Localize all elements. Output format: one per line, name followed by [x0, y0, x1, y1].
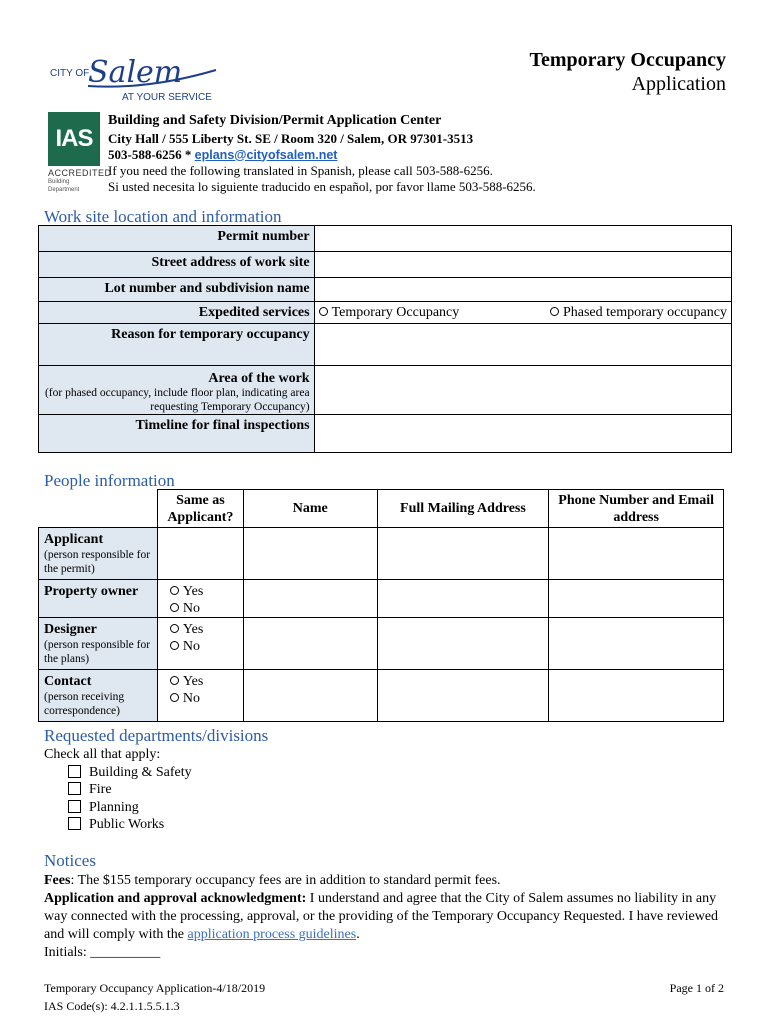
checkbox-building-safety[interactable] — [68, 765, 81, 778]
owner-no-option[interactable] — [170, 600, 243, 617]
departments-instruction: Check all that apply: — [44, 747, 161, 762]
footer-doc-name: Temporary Occupancy Application-4/18/2019 — [44, 981, 266, 995]
org-phone: 503-588-6256 * — [108, 146, 192, 162]
contact-phone-input[interactable] — [549, 670, 724, 722]
permit-number-label: Permit number — [39, 226, 315, 252]
ack-label: Application and approval acknowledgment: — [44, 891, 307, 906]
option-temporary-label: Temporary Occupancy — [331, 305, 460, 320]
area-of-work-label: Area of the work — [208, 371, 310, 386]
spanish-note-english: If you need the following translated in Spanish, please call 503-588-6256. — [108, 163, 493, 178]
row-applicant-label — [39, 528, 158, 580]
designer-no-label: No — [182, 639, 201, 654]
designer-address-input[interactable] — [377, 618, 549, 670]
owner-same-options — [157, 580, 243, 618]
contact-address-input[interactable] — [377, 670, 549, 722]
contact-yes-label: Yes — [182, 674, 204, 689]
dept-fire[interactable] — [44, 781, 192, 799]
col-phone-email: Phone Number and Email address — [549, 490, 724, 528]
worksite-table — [38, 225, 732, 453]
owner-no-radio[interactable] — [170, 603, 179, 612]
document-title-block — [530, 48, 726, 96]
option-phased-occupancy[interactable] — [524, 302, 732, 324]
designer-yes-label: Yes — [182, 622, 204, 637]
dept-building-safety[interactable] — [44, 764, 192, 782]
city-of-salem-logo — [48, 56, 220, 104]
contact-yes-option[interactable] — [170, 673, 243, 690]
notices-body — [44, 872, 730, 962]
fees-label: Fees — [44, 873, 71, 888]
owner-yes-radio[interactable] — [170, 586, 179, 595]
contact-note: (person receiving correspondence) — [44, 691, 125, 717]
lot-number-label: Lot number and subdivision name — [39, 278, 315, 302]
lot-number-input[interactable] — [314, 278, 731, 302]
applicant-note: (person responsible for the permit) — [44, 549, 151, 575]
street-address-input[interactable] — [314, 252, 731, 278]
contact-label: Contact — [44, 674, 92, 689]
initials-field[interactable]: Initials: __________ — [44, 945, 161, 960]
owner-name-input[interactable] — [243, 580, 377, 618]
col-name: Name — [243, 490, 377, 528]
footer-page-number: Page 1 of 2 — [669, 981, 724, 995]
dept-public-works[interactable] — [44, 816, 192, 834]
applicant-same-cell — [157, 528, 243, 580]
logo-city-of: CITY OF — [50, 68, 90, 79]
guidelines-link[interactable]: application process guidelines — [187, 927, 357, 942]
timeline-input[interactable] — [314, 415, 731, 453]
col-same-as-applicant: Same as Applicant? — [157, 490, 243, 528]
org-address: City Hall / 555 Liberty St. SE / Room 320 / Salem, OR 97301-3513 — [108, 131, 474, 146]
applicant-label: Applicant — [44, 532, 104, 547]
people-header-blank — [39, 490, 158, 528]
organization-info — [108, 112, 536, 194]
logo-tagline: AT YOUR SERVICE — [122, 92, 212, 103]
spanish-note-spanish: Si usted necesita lo siguiente traducido en español, por favor llame 503-588-6256. — [108, 178, 536, 194]
option-phased-label: Phased temporary occupancy — [562, 305, 727, 320]
contact-no-radio[interactable] — [170, 693, 179, 702]
dept-building-safety-label: Building & Safety — [89, 764, 192, 780]
reason-input[interactable] — [314, 324, 731, 366]
notices-section-title: Notices — [44, 851, 96, 870]
applicant-name-input[interactable] — [243, 528, 377, 580]
area-of-work-note: (for phased occupancy, include floor plan, indicating area requesting Temporary Occupancy) — [44, 387, 310, 413]
permit-number-input[interactable] — [314, 226, 731, 252]
dept-fire-label: Fire — [89, 782, 112, 797]
radio-temporary-occupancy[interactable] — [319, 307, 328, 316]
org-email-link[interactable]: eplans@cityofsalem.net — [194, 147, 338, 162]
owner-address-input[interactable] — [377, 580, 549, 618]
ias-accredited-text: ACCREDITED — [48, 168, 112, 178]
worksite-section-title: Work site location and information — [44, 207, 282, 226]
document-subtitle: Application — [631, 73, 726, 95]
document-title: Temporary Occupancy — [529, 49, 726, 71]
people-table — [38, 489, 724, 722]
designer-no-radio[interactable] — [170, 641, 179, 650]
radio-phased-occupancy[interactable] — [550, 307, 559, 316]
designer-phone-input[interactable] — [549, 618, 724, 670]
footer-left — [44, 979, 265, 1015]
contact-name-input[interactable] — [243, 670, 377, 722]
expedited-services-label: Expedited services — [39, 302, 315, 324]
checkbox-fire[interactable] — [68, 782, 81, 795]
area-of-work-label-cell — [39, 366, 315, 415]
designer-same-options — [157, 618, 243, 670]
ack-end: . — [356, 927, 360, 942]
dept-public-works-label: Public Works — [89, 817, 165, 832]
fees-text: : The $155 temporary occupancy fees are in addition to standard permit fees. — [70, 873, 501, 888]
owner-phone-input[interactable] — [549, 580, 724, 618]
ack-text: I understand and agree that the City of Salem assumes no liability in any way connected with the processing, approval, or the providing of the Temporary Occupancy Requested. I have reviewed and will comply with the — [44, 891, 719, 942]
applicant-address-input[interactable] — [377, 528, 549, 580]
departments-list — [44, 746, 192, 834]
row-contact-label — [39, 670, 158, 722]
applicant-phone-input[interactable] — [549, 528, 724, 580]
dept-planning[interactable] — [44, 799, 192, 817]
timeline-label: Timeline for final inspections — [39, 415, 315, 453]
ias-accredited-badge — [48, 112, 112, 193]
row-designer-label — [39, 618, 158, 670]
departments-section-title: Requested departments/divisions — [44, 726, 269, 745]
street-address-label: Street address of work site — [39, 252, 315, 278]
checkbox-public-works[interactable] — [68, 817, 81, 830]
logo-name: Salem — [88, 56, 183, 90]
checkbox-planning[interactable] — [68, 800, 81, 813]
owner-yes-label: Yes — [182, 584, 204, 599]
contact-same-options — [157, 670, 243, 722]
designer-label: Designer — [44, 622, 97, 637]
fees-notice — [44, 872, 730, 890]
row-owner-label — [39, 580, 158, 618]
division-name: Building and Safety Division/Permit Application Center — [108, 113, 442, 128]
designer-yes-radio[interactable] — [170, 624, 179, 633]
acknowledgment-notice — [44, 890, 730, 944]
option-temporary-occupancy[interactable] — [314, 302, 524, 324]
reason-label: Reason for temporary occupancy — [39, 324, 315, 366]
ias-small-text: Building Department — [48, 179, 80, 193]
people-section-title: People information — [44, 471, 175, 490]
designer-note: (person responsible for the plans) — [44, 639, 151, 665]
footer-ias-codes: IAS Code(s): 4.2.1.1.5.5.1.3 — [44, 999, 180, 1013]
owner-no-label: No — [182, 601, 201, 616]
designer-yes-option[interactable] — [170, 621, 243, 638]
dept-planning-label: Planning — [89, 799, 139, 815]
col-mailing-address: Full Mailing Address — [377, 490, 549, 528]
designer-no-option[interactable] — [170, 638, 243, 655]
ias-letters: IAS — [48, 112, 100, 166]
owner-yes-option[interactable] — [170, 583, 243, 600]
contact-no-label: No — [182, 691, 201, 706]
area-of-work-input[interactable] — [314, 366, 731, 415]
designer-name-input[interactable] — [243, 618, 377, 670]
contact-yes-radio[interactable] — [170, 676, 179, 685]
owner-label: Property owner — [44, 584, 139, 599]
contact-no-option[interactable] — [170, 690, 243, 707]
